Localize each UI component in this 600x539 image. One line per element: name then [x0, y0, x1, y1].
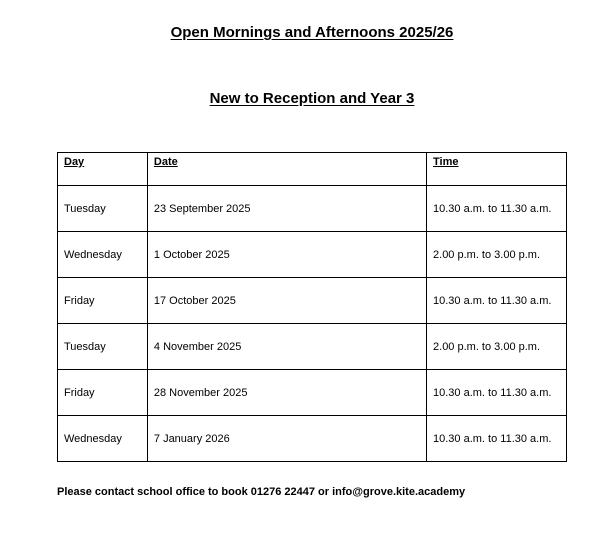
column-header-date: Date [147, 153, 426, 186]
table-row [58, 324, 567, 370]
cell-time: 10.30 a.m. to 11.30 a.m. [427, 278, 567, 324]
cell-time: 10.30 a.m. to 11.30 a.m. [427, 186, 567, 232]
cell-day: Friday [58, 370, 148, 416]
table-row [58, 232, 567, 278]
contact-info: Please contact school office to book 01276 22447 or info@grove.kite.academy [57, 486, 466, 498]
cell-day: Tuesday [58, 186, 148, 232]
schedule-table [57, 152, 567, 462]
cell-date: 1 October 2025 [147, 232, 426, 278]
cell-day: Wednesday [58, 416, 148, 462]
page-title: Open Mornings and Afternoons 2025/26 [170, 24, 454, 41]
cell-day: Friday [58, 278, 148, 324]
table-header-row [58, 153, 567, 186]
column-header-time: Time [427, 153, 567, 186]
cell-time: 10.30 a.m. to 11.30 a.m. [427, 370, 567, 416]
column-header-day: Day [58, 153, 148, 186]
table-row [58, 416, 567, 462]
table-row [58, 278, 567, 324]
cell-day: Tuesday [58, 324, 148, 370]
table-row [58, 370, 567, 416]
cell-time: 10.30 a.m. to 11.30 a.m. [427, 416, 567, 462]
cell-date: 4 November 2025 [147, 324, 426, 370]
cell-time: 2.00 p.m. to 3.00 p.m. [427, 232, 567, 278]
cell-date: 17 October 2025 [147, 278, 426, 324]
cell-date: 23 September 2025 [147, 186, 426, 232]
page-subtitle: New to Reception and Year 3 [209, 90, 415, 107]
cell-time: 2.00 p.m. to 3.00 p.m. [427, 324, 567, 370]
cell-date: 28 November 2025 [147, 370, 426, 416]
table-row [58, 186, 567, 232]
cell-day: Wednesday [58, 232, 148, 278]
cell-date: 7 January 2026 [147, 416, 426, 462]
